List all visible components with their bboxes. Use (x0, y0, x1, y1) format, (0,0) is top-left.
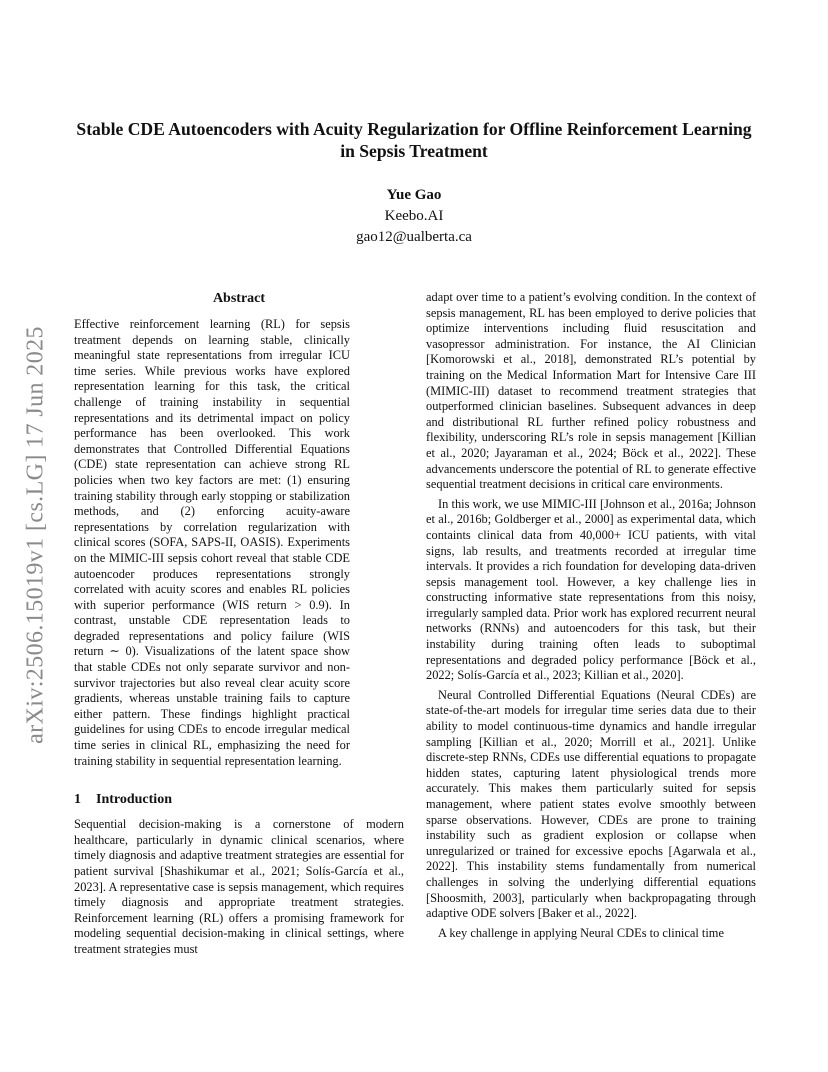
author-block (214, 185, 614, 248)
intro-paragraph-1: Sequential decision-making is a cornerstone of modern healthcare, particularly in dynamic clinical scenarios, where timely diagnosis and adaptive treatment strategies are essential for patient survival [Shashikumar et al., 2021; Solís-García et al., 2023]. A representative case is sepsis management, which requires timely diagnosis and appropriate treatment strategies. Reinforcement learning (RL) offers a promising framework for modeling sequential decision-making in clinical settings, where treatment strategies must (74, 817, 404, 956)
left-column (74, 290, 404, 962)
abstract-heading: Abstract (212, 291, 266, 306)
abstract-text: Effective reinforcement learning (RL) for sepsis treatment depends on learning stable, clinically meaningful state representations from irregular ICU time series. While previous works have explored representation learning for this task, the critical challenge of training instability in sequential representations and its detrimental impact on policy performance has been overlooked. This work demonstrates that Controlled Differential Equations (CDE) state representation can achieve strong RL policies when two key factors are met: (1) ensuring training stability through early stopping or stabilization methods, and (2) enforcing acuity-aware representations by correlation regularization with clinical scores (SOFA, SAPS-II, OASIS). Experiments on the MIMIC-III sepsis cohort reveal that stable CDE autoencoder produces representations strongly correlated with acuity scores and enables RL policies with superior performance (WIS return > 0.9). In contrast, unstable CDE representation leads to degraded representations and policy failure (WIS return ∼ 0). Visualizations of the latent space show that stable CDEs not only separate survivor and non-survivor trajectories but also reveal clear acuity score gradients, whereas unstable training fails to capture either pattern. These findings highlight practical guidelines for using CDEs to encode irregular medical time series in clinical RL, emphasizing the need for training stability in sequential representation learning. (74, 317, 350, 768)
intro-paragraph-1-continued: adapt over time to a patient’s evolving condition. In the context of sepsis management, RL has been employed to derive policies that optimize interventions including fluid resuscitation and vasopressor administration. For instance, the AI Clinician [Komorowski et al., 2018], demonstrated RL’s potential by training on the Medical Information Mart for Intensive Care III (MIMIC-III) dataset to recommend treatment strategies that outperformed clinician baselines. Subsequent advances in deep and distributional RL further refined policy robustness and flexibility, underscoring RL’s role in sepsis management [Killian et al., 2020; Jayaraman et al., 2024; Böck et al., 2022]. These advancements underscore the potential of RL to generate effective sequential treatment decisions in critical care environments. (426, 290, 756, 492)
arxiv-identifier-stamp (22, 300, 50, 770)
intro-paragraph-3: Neural Controlled Differential Equations (Neural CDEs) are state-of-the-art models for irregular time series data due to their ability to model continuous-time dynamics and handle irregular sampling [Killian et al., 2020; Morrill et al., 2021]. Unlike discrete-step RNNs, CDEs use differential equations to propagate hidden states, capturing latent physiological trends more accurately. This makes them particularly suited for sepsis management, where patient states evolve smoothly between sparse observations. However, CDEs are prone to training instability such as gradient explosion or collapse when unregularized or trained for excessive epochs [Agarwala et al., 2022]. This instability stems fundamentally from numerical challenges in solving the underlying differential equations [Shoosmith, 2003], particularly when backpropagating through adaptive ODE solvers [Baker et al., 2022]. (426, 687, 756, 921)
author-email: gao12@ualberta.ca (356, 229, 472, 245)
section-number: 1 (74, 792, 81, 808)
section-title: Introduction (96, 792, 172, 808)
right-column (426, 290, 756, 945)
paper-title: Stable CDE Autoencoders with Acuity Regularization for Offline Reinforcement Learning in Sepsis Treatment (76, 119, 752, 161)
intro-paragraph-2: In this work, we use MIMIC-III [Johnson et al., 2016a; Johnson et al., 2016b; Goldberger et al., 2000] as experimental data, which containts clinical data from 40,000+ ICU patients, with vital signs, lab results, and treatments recorded at irregular time intervals. It provides a rich foundation for developing data-driven sepsis management tool. However, a key challenge lies in constructing informative state representations from this noisy, irregularly sampled data. Prior work has explored recurrent neural networks (RNNs) and autoencoders for this task, but their instability during training often leads to suboptimal representations and degraded policy performance [Böck et al., 2022; Solís-García et al., 2023; Killian et al., 2020]. (426, 496, 756, 683)
section-heading-introduction (74, 791, 404, 809)
arxiv-identifier-text: arXiv:2506.15019v1 [cs.LG] 17 Jun 2025 (22, 326, 49, 744)
author-name: Yue Gao (386, 187, 442, 203)
author-affiliation: Keebo.AI (384, 208, 444, 224)
intro-paragraph-4: A key challenge in applying Neural CDEs to clinical time (438, 925, 724, 940)
